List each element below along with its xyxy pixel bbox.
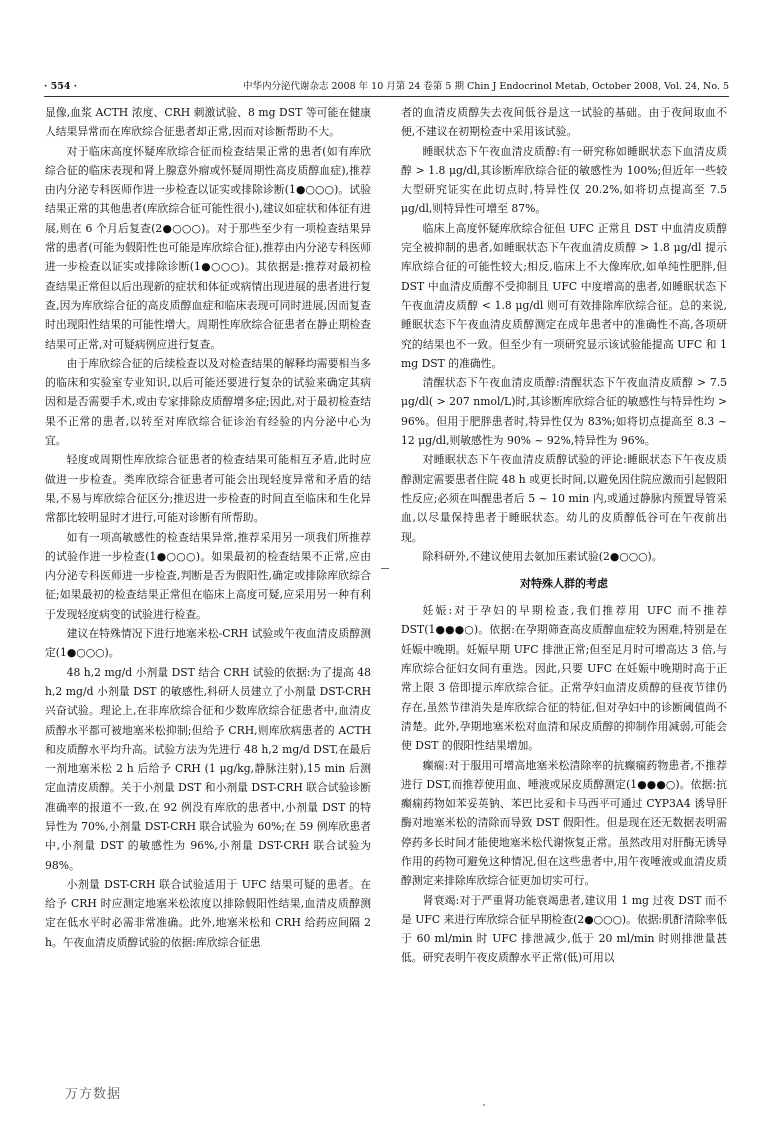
paragraph: 癫痫:对于服用可增高地塞米松清除率的抗癫痫药物患者,不推荐进行 DST,而推荐使用血、唾液或尿皮质醇测定(1●●●○)。依据:抗癫痫药物如苯妥英钠、苯巴比妥和卡马西平可通过 CYP3A4 诱导肝酶对地塞米松的清除而导致 DST 假阳性。但是现在还无数据表明需停药多长时间才能使地塞米松代谢恢复正常。虽然改用对肝酶无诱导作用的药物可避免这种情况,但在这些患者中,用午夜唾液或血清皮质醇测定来排除库欣综合征更加切实可行。 (401, 758, 727, 888)
watermark: 万方数据 (65, 1087, 122, 1102)
scan-dot (483, 1104, 485, 1106)
left-column (45, 103, 371, 1083)
paragraph: 建议在特殊情况下进行地塞米松-CRH 试验或午夜血清皮质醇测定(1●○○○)。 (45, 627, 371, 660)
journal-citation: 中华内分泌代谢杂志 2008 年 10 月第 24 卷第 5 期 Chin J Endocrinol Metab, October 2008, Vol. 24, No. 5 (242, 81, 729, 92)
paragraph: 妊娠:对于孕妇的早期检查,我们推荐用 UFC 而不推荐 DST(1●●●○)。依据:在孕期筛查高皮质醇血症较为困难,特别是在妊娠中晚期。妊娠早期 UFC 排泄正常;但至足月时可增高达 3 倍,与库欣综合征妇女间有重迭。因此,只要 UFC 在妊娠中晚期时高于正常上限 3 倍即提示库欣综合征。正常孕妇血清皮质醇的昼夜节律仍存在,虽然节律消失是库欣综合征的特征,但对孕妇中的诊断阈值尚不清楚。此外,孕期地塞米松对血清和尿皮质醇的抑制作用减弱,可能会使 DST 的假阳性结果增加。 (401, 604, 727, 753)
paragraph: 睡眠状态下午夜血清皮质醇:有一研究称如睡眠状态下血清皮质醇 > 1.8 μg/dl,其诊断库欣综合征的敏感性为 100%;但近年一些较大型研究证实在此切点时,特异性仅 20.2%,如将切点提高至 7.5 μg/dl,则特异性可增至 87%。 (401, 144, 727, 216)
section-heading: 对特殊人群的考虑 (520, 577, 608, 591)
right-column (401, 103, 727, 1083)
paragraph: 48 h,2 mg/d 小剂量 DST 结合 CRH 试验的依据:为了提高 48 h,2 mg/d 小剂量 DST 的敏感性,科研人员建立了小剂量 DST-CRH 兴奋试验。理论上,在非库欣综合征和少数库欣综合征患者中,血清皮质醇水平都可被地塞米松抑制;但给予 CRH,则库欣病患者的 ACTH 和皮质醇水平均升高。试验方法为先进行 48 h,2 mg/d DST,在最后一剂地塞米松 2 h 后给予 CRH (1 μg/kg,静脉注射),15 min 后测定血清皮质醇。关于小剂量 DST 和小剂量 DST-CRH 联合试验诊断准确率的报道不一致,在 92 例没有库欣的患者中,小剂量 DST 的特异性为 70%,小剂量 DST-CRH 联合试验为 60%;在 59 例库欣患者中,小剂量 DST 的敏感性为 96%,小剂量 DST-CRH 联合试验为 98%。 (45, 665, 371, 872)
paragraph: 小剂量 DST-CRH 联合试验适用于 UFC 结果可疑的患者。在给予 CRH 时应测定地塞米松浓度以排除假阳性结果,血清皮质醇测定在低水平时必需非常准确。此外,地塞米松和 CRH 给药应间隔 2 h。午夜血清皮质醇试验的依据:库欣综合征患 (45, 877, 371, 949)
paragraph: 者的血清皮质醇失去夜间低谷是这一试验的基础。由于夜间取血不便,不建议在初期检查中采用该试验。 (401, 106, 727, 139)
margin-mark (381, 568, 389, 569)
page-number: · 554 · (44, 81, 78, 92)
paragraph: 如有一项高敏感性的检查结果异常,推荐采用另一项我们所推荐的试验作进一步检查(1●○○○)。如果最初的检查结果不正常,应由内分泌专科医师进一步检查,判断是否为假阳性,确定或排除库欣综合征;如果最初的检查结果正常但在临床上高度可疑,应采用另一种有利于发现轻度病变的试验进行检查。 (45, 530, 371, 621)
paragraph: 清醒状态下午夜血清皮质醇:清醒状态下午夜血清皮质醇 > 7.5 μg/dl( > 207 nmol/L)时,其诊断库欣综合征的敏感性与特异性均 > 96%。但用于肥胖患者时,特异性仅为 83%;如将切点提高至 8.3 ~ 12 μg/dl,则敏感性为 90% ~ 92%,特异性为 96%。 (401, 376, 727, 448)
paragraph: 除科研外,不建议使用去氨加压素试验(2●○○○)。 (422, 549, 663, 563)
paragraph: 临床上高度怀疑库欣综合征但 UFC 正常且 DST 中血清皮质醇完全被抑制的患者,如睡眠状态下午夜血清皮质醇 > 1.8 μg/dl 提示库欣综合征的可能性较大;相反,临床上不大像库欣,如单纯性肥胖,但 DST 中血清皮质醇不受抑制且 UFC 中度增高的患者,如睡眠状态下午夜血清皮质醇 < 1.8 μg/dl 则可有效排除库欣综合征。总的来说,睡眠状态下午夜血清皮质醇测定在成年患者中的准确性不高,各项研究的结果也不一致。但至少有一项研究显示该试验能提高 UFC 和 1 mg DST 的准确性。 (401, 221, 727, 370)
paragraph: 显像,血浆 ACTH 浓度、CRH 刺激试验、8 mg DST 等可能在健康人结果异常而在库欣综合征患者却正常,因而对诊断帮助不大。 (45, 106, 371, 139)
paragraph: 对睡眠状态下午夜血清皮质醇试验的评论:睡眠状态下午夜皮质醇测定需要患者住院 48 h 或更长时间,以避免因住院应激而引起假阳性反应;必须在叫醒患者后 5 ~ 10 min 内,或通过静脉内预置导管采血,以尽量保持患者于睡眠状态。幼儿的皮质醇低谷可在午夜前出现。 (401, 453, 727, 544)
paragraph: 肾衰竭:对于严重肾功能衰竭患者,建议用 1 mg 过夜 DST 而不是 UFC 来进行库欣综合征早期检查(2●○○○)。依据:肌酐清除率低于 60 ml/min 时 UFC 排泄减少,低于 20 ml/min 时则排泄量甚低。研究表明午夜皮质醇水平正常(低)可用以 (401, 893, 727, 965)
paragraph: 轻度或周期性库欣综合征患者的检查结果可能相互矛盾,此时应做进一步检查。类库欣综合征患者可能会出现轻度异常和矛盾的结果,不易与库欣综合征区分;推迟进一步检查的时间直至临床和生化异常都比较明显时才进行,可能对诊断有所帮助。 (45, 453, 371, 525)
paragraph: 对于临床高度怀疑库欣综合征而检查结果正常的患者(如有库欣综合征的临床表现和肾上腺意外瘤或怀疑周期性高皮质醇血症),推荐由内分泌专科医师作进一步检查以证实或排除诊断(1●○○○)。试验结果正常的其他患者(库欣综合征可能性很小),建议如症状和体征有进展,则在 6 个月后复查(2●○○○)。对于那些至少有一项检查结果异常的患者(可能为假阳性也可能是库欣综合征),推荐由内分泌专科医师进一步检查以证实或排除诊断(1●○○○)。其依据是:推荐对最初检查结果正常但以后出现新的症状和体征或病情出现进展的患者进行复查,因为库欣综合征的高皮质醇血症和临床表现可同时进展,因而复查时出现阳性结果的可能性增大。周期性库欣综合征患者在静止期检查结果可正常,对可疑病例应进行复查。 (45, 144, 371, 351)
running-header (44, 80, 729, 97)
paragraph: 由于库欣综合征的后续检查以及对检查结果的解释均需要相当多的临床和实验室专业知识,以后可能还要进行复杂的试验来确定其病因和是否需要手术,或由专家排除皮质醇增多症;因此,对于最初检查结果不正常的患者,以转至对库欣综合征诊治有经验的内分泌中心为宜。 (45, 356, 371, 448)
